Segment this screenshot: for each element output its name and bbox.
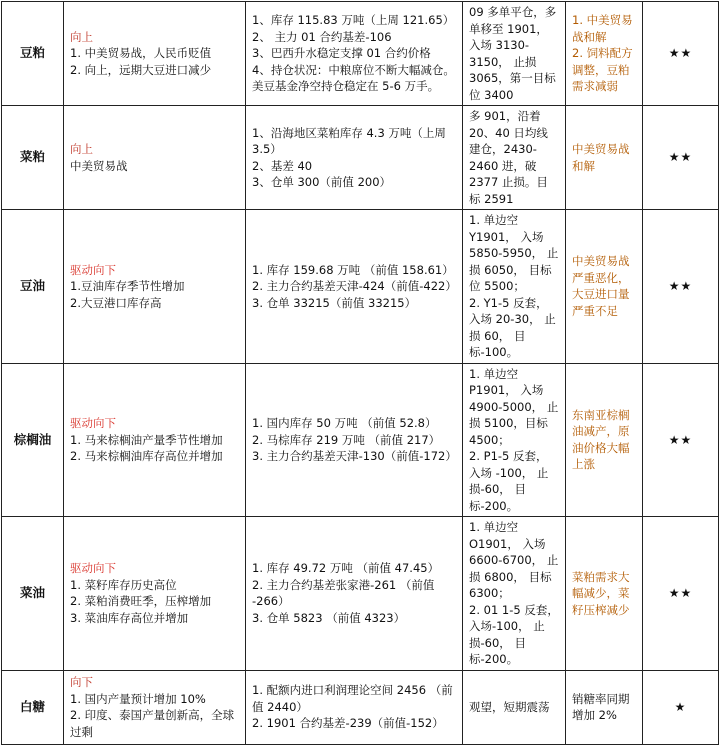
strategy-cell [463,363,566,517]
commodity-name: 豆油 [2,210,64,364]
fundamental-line: 2. 主力合约基差天津-424（前值-422） [252,279,457,293]
fundamental-line: 3、仓单 300（前值 200） [252,175,392,189]
driver-cell [64,517,246,671]
risk-cell [566,210,643,364]
risk-line: 2. 饲料配方调整，豆粕需求减弱 [572,46,633,94]
fundamental-line: 3. 仓单 33215（前值 33215） [252,295,417,310]
driver-cell [64,210,246,364]
commodity-name: 菜粕 [2,106,64,210]
strategy-table [1,1,719,745]
fundamental-line: 1. 国内库存 50 万吨 （前值 52.8） [252,416,437,430]
table-row [2,106,719,210]
driver-line: 2. 印度、泰国产量创新高，全球过剩 [70,708,235,739]
table-row [2,517,719,671]
fundamental-line: 1. 库存 159.68 万吨 （前值 158.61） [252,262,454,277]
risk-line: 中美贸易战严重恶化，大豆进口量严重不足 [572,254,630,318]
driver-line: 2.大豆港口库存高 [70,295,162,310]
fundamental-line: 1、沿海地区菜粕库存 4.3 万吨（上周 3.5） [252,125,446,156]
driver-line: 1. 马来棕榈油产量季节性增加 [70,432,223,447]
strategy-cell [463,2,566,106]
fundamentals-cell [246,517,463,671]
table-row [2,2,719,106]
fundamentals-cell [246,670,463,744]
direction-label: 向上 [70,142,93,156]
fundamental-line: 2、基差 40 [252,158,313,173]
rating-stars: ★ [643,670,719,744]
driver-line: 2. 菜粕消费旺季，压榨增加 [70,594,212,609]
rating-stars: ★★ [643,2,719,106]
driver-cell [64,2,246,106]
driver-line: 2. 向上，远期大豆进口减少 [70,62,212,77]
risk-line: 1. 中美贸易战和解 [572,13,633,44]
rating-stars: ★★ [643,106,719,210]
fundamental-line: 2. 1901 合约基差-239（前值-152） [252,716,444,731]
fundamental-line: 2. 主力合约基差张家港-261 （前值 -266） [252,577,435,609]
fundamental-line: 2、 主力 01 合约基差-106 [252,29,392,44]
fundamental-line: 3. 仓单 5823 （前值 4323） [252,610,406,625]
driver-line: 1.豆油库存季节性增加 [70,279,185,293]
direction-label: 驱动向下 [70,262,116,277]
rating-stars: ★★ [643,210,719,364]
fundamental-line: 3、巴西升水稳定支撑 01 合约价格 [252,46,431,61]
driver-cell [64,363,246,517]
fundamentals-cell [246,106,463,210]
rating-stars: ★★ [643,363,719,517]
strategy-line: 1. 单边空 P1901， 入场 4900-5000， 止损 5100，目标 4500； [469,366,559,447]
strategy-line: 2. Y1-5 反套， 入场 20-30， 止损 60， 目标-100。 [469,295,556,359]
strategy-line: 1. 单边空 O1901， 入场 6600-6700， 止损 6800， 目标 6300； [469,520,559,600]
fundamental-line: 1. 配额内进口利润理论空间 2456 （前值 2440） [252,683,453,714]
commodity-name: 棕榈油 [2,363,64,517]
direction-label: 驱动向下 [70,561,116,576]
strategy-cell [463,106,566,210]
strategy-line: 1. 单边空 Y1901， 入场 5850-5950， 止损 6050， 目标位 5500； [469,213,559,293]
strategy-cell [463,517,566,671]
risk-cell [566,106,643,210]
table-row [2,210,719,364]
strategy-cell [463,210,566,364]
strategy-cell [463,670,566,744]
risk-cell [566,363,643,517]
strategy-line: 观望，短期震荡 [469,699,550,714]
fundamentals-cell [246,2,463,106]
strategy-line: 09 多单平仓，多单移至 1901， 入场 3130-3150， 止损 3065，第一目标位 3400 [469,5,557,102]
fundamentals-cell [246,210,463,364]
fundamentals-cell [246,363,463,517]
direction-label: 向下 [70,675,93,689]
fundamental-line: 3. 主力合约基差天津-130（前值-172） [252,449,457,463]
risk-cell [566,2,643,106]
risk-line: 销糖率同期增加 2% [572,691,630,722]
risk-cell [566,517,643,671]
strategy-line: 多 901，沿着 20、40 日均线建仓，2430-2460 进，破 2377 止损。目标 2591 [469,109,548,206]
driver-line: 3. 菜油库存高位并增加 [70,610,189,625]
commodity-name: 豆粕 [2,2,64,106]
commodity-name: 白糖 [2,670,64,744]
risk-line: 中美贸易战和解 [572,142,630,173]
driver-line: 中美贸易战 [70,158,128,173]
strategy-line: 2. 01 1-5 反套， 入场-100， 止损-60， 目标-200。 [469,602,559,666]
rating-stars: ★★ [643,517,719,671]
direction-label: 驱动向下 [70,416,116,430]
driver-line: 1. 中美贸易战，人民币贬值 [70,46,212,61]
risk-line: 东南亚棕榈油减产，原油价格大幅上涨 [572,407,630,472]
table-row [2,363,719,517]
fundamental-line: 2. 马棕库存 219 万吨 （前值 217） [252,432,441,447]
risk-line: 菜粕需求大幅减少，菜籽压榨减少 [572,569,630,617]
fundamental-line: 1. 库存 49.72 万吨 （前值 47.45） [252,561,440,576]
commodity-name: 菜油 [2,517,64,671]
direction-label: 向上 [70,29,93,44]
strategy-line: 2. P1-5 反套， 入场 -100， 止损-60， 目标-200。 [469,449,549,513]
table-row [2,670,719,744]
driver-cell [64,106,246,210]
fundamental-line: 1、库存 115.83 万吨（上周 121.65） [252,13,455,28]
driver-line: 1. 菜籽库存历史高位 [70,577,177,592]
fundamental-line: 美豆基金净空持仓稳定在 5-6 万手。 [252,79,440,94]
driver-line: 2. 马来棕榈油库存高位并增加 [70,449,223,463]
driver-cell [64,670,246,744]
fundamental-line: 4、持仓状况：中粮席位不断大幅减仓。 [252,62,455,77]
risk-cell [566,670,643,744]
driver-line: 1. 国内产量预计增加 10% [70,691,206,706]
